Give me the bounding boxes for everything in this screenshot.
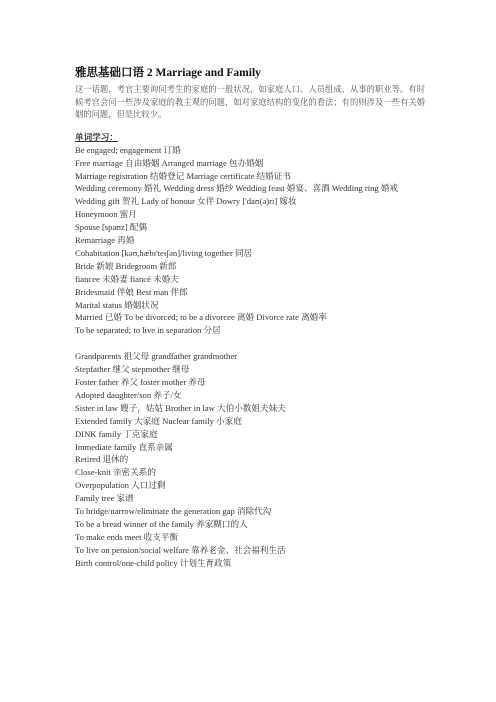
vocab-line: To live on pension/social welfare 靠养老金、社会福利生活 [75,544,286,555]
page-title: 雅思基础口语 2 Marriage and Family [75,67,261,79]
vocab-line: Wedding gift 贺礼 Lady of honour 女伴 Dowry ['daʊ(ə)rɪ] 嫁妆 [75,196,297,207]
vocab-group-family [75,350,425,569]
vocab-line: Sister in law 嫂子，姑姑 Brother in law 大伯小数姐夫妹夫 [75,402,286,413]
vocab-line: Be engaged; engagement 订婚 [75,144,181,155]
vocab-line: Birth control/one-child policy 计划生育政策 [75,557,232,568]
vocab-line: To be a bread winner of the family 养家糊口的人 [75,518,248,529]
vocab-line: Adopted daughter/son 养子/女 [75,389,182,400]
vocab-line: Retired 退休的 [75,454,129,465]
vocab-line: Foster father 养父 foster mother 养母 [75,376,206,387]
vocab-line: Spouse [spaʊz] 配偶 [75,222,148,233]
vocab-line: Close-knit 亲密关系的 [75,467,156,478]
vocab-line: fiancee 未婚妻 fiancé 未婚夫 [75,273,179,284]
vocab-line: Stepfather 继父 stepmother 继母 [75,364,190,375]
vocab-line: Marriage registration 结婚登记 Marriage certificate 结婚证书 [75,170,291,181]
vocab-line: Married 已婚 To be divorced; to be a divorcee 离婚 Divorce rate 离婚率 [75,312,327,323]
vocab-line: Wedding ceremony 婚礼 Wedding dress 婚纱 Wedding feast 婚宴、喜酒 Wedding ring 婚戒 [75,183,399,194]
section-heading: 单词学习： [75,131,118,142]
vocab-line: Extended family 大家庭 Nuclear family 小家庭 [75,415,242,426]
vocab-line: Overpopulation 人口过剩 [75,480,166,491]
intro-paragraph: 这一话题，考官主要询问考生的家庭的一般状况，如家庭人口、人员组成、从事的职业等。有时候考官会问一些涉及家庭的教主观的问题，如对家庭结构的变化的看法；有的则涉及一些有关婚姻的问题，但是比较少。 [75,85,425,120]
vocab-line: Free marriage 自由婚姻 Arranged marriage 包办婚姻 [75,157,264,168]
vocab-line: Bridesmaid 伴娘 Best man 伴郎 [75,286,188,297]
vocab-line: Marital status 婚姻状况 [75,299,159,310]
vocab-line: To make ends meet 收支平衡 [75,531,178,542]
blank-line [75,337,425,350]
vocab-line: Family tree 家谱 [75,493,134,504]
vocab-line: DINK family 丁克家庭 [75,428,158,439]
vocab-line: Cohabitation [kəʊ,hæbɪ'teɪʃən]/living together 同居 [75,247,253,258]
vocab-line: Immediate family 直系亲属 [75,441,173,452]
vocab-line: To bridge/narrow/eliminate the generation gap 消除代沟 [75,506,272,517]
vocab-line: Honeymoon 蜜月 [75,209,137,220]
vocab-line: Bride 新娘 Bridegroom 新郎 [75,260,177,271]
vocab-group-marriage [75,144,425,338]
vocab-line: To be separated; to live in separation 分居 [75,325,221,336]
document-page [75,66,425,570]
vocab-line: Remarriage 再婚 [75,235,135,246]
vocab-line: Grandparents 祖父母 grandfather grandmother [75,351,238,362]
